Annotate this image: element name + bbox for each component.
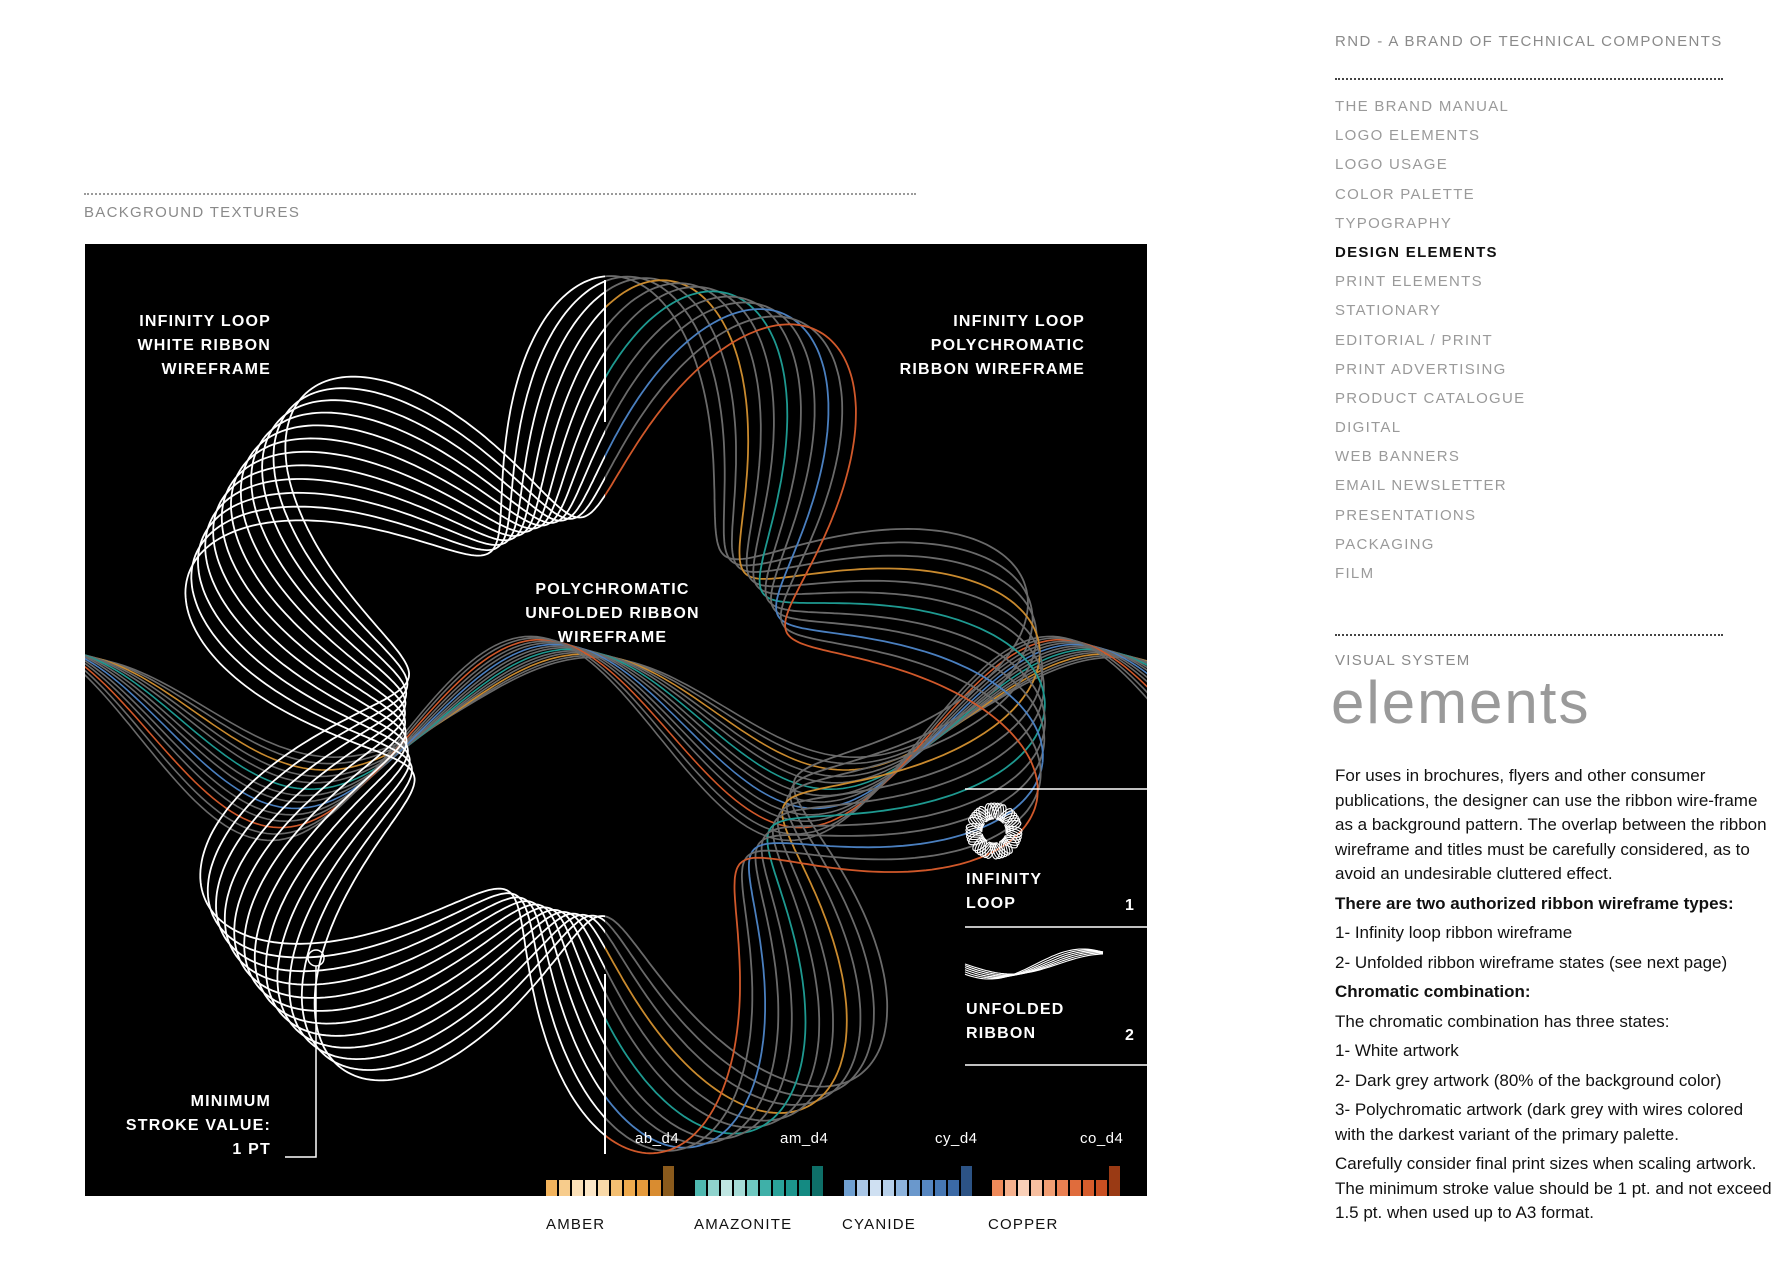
label-white-ribbon: INFINITY LOOP WHITE RIBBON WIREFRAME [137, 313, 271, 378]
white-loop-wires [185, 276, 1045, 1153]
swatch-cyanide [857, 1180, 868, 1196]
chromatic-intro: The chromatic combination has three states: [1335, 1011, 1670, 1031]
nav-item-brand-manual[interactable]: THE BRAND MANUAL [1335, 98, 1510, 115]
swatch-copper [1109, 1166, 1120, 1196]
swatch-copper [1044, 1180, 1055, 1196]
type-1: 1- Infinity loop ribbon wireframe [1335, 923, 1573, 942]
swatch-cyanide [870, 1180, 881, 1196]
swatch-amber [611, 1180, 622, 1196]
nav-item-film[interactable]: FILM [1335, 565, 1375, 582]
type-2: 2- Unfolded ribbon wireframe states (see next page) [1335, 952, 1728, 972]
nav-item-product-catalogue[interactable]: PRODUCT CATALOGUE [1335, 389, 1526, 407]
swatch-code-amber: ab_d4 [635, 1130, 680, 1147]
swatch-amazonite [708, 1180, 719, 1196]
swatch-cyanide [922, 1180, 933, 1196]
swatch-amazonite [721, 1180, 732, 1196]
palette-name-amber: AMBER [546, 1216, 606, 1233]
swatch-amazonite [786, 1180, 797, 1196]
swatch-code-cyanide: cy_d4 [935, 1130, 978, 1147]
label-unfolded-ribbon: POLYCHROMATIC UNFOLDED RIBBON WIREFRAME [525, 581, 700, 646]
swatch-code-amazonite: am_d4 [780, 1130, 829, 1147]
label-polychromatic-ribbon: INFINITY LOOP POLYCHROMATIC RIBBON WIREFRAME [899, 313, 1085, 378]
swatch-amazonite [812, 1166, 823, 1196]
swatch-copper [1096, 1180, 1107, 1196]
white-loop-wire [234, 297, 1045, 1140]
swatch-amazonite [747, 1180, 758, 1196]
legend-number-2: 2 [1125, 1027, 1136, 1044]
swatch-cyanide [909, 1180, 920, 1196]
swatch-cyanide [961, 1166, 972, 1196]
section-divider [84, 193, 916, 195]
page-title: elements [1331, 669, 1591, 736]
swatch-amazonite [773, 1180, 784, 1196]
nav-item-web-banners[interactable]: WEB BANNERS [1335, 448, 1461, 466]
poly-loop-wire [213, 283, 1042, 1120]
swatch-amazonite [734, 1180, 745, 1196]
nav-item-logo-elements[interactable]: LOGO ELEMENTS [1335, 127, 1481, 145]
swatch-amazonite [760, 1180, 771, 1196]
intro-paragraph: For uses in brochures, flyers and other consumer publications, the designer can use the ribbon wire-frame as a background pattern. The overlap between the ribbon wireframe and titles must be carefully considered, as to avoid an undesirable cluttered effect. [1335, 766, 1767, 883]
nav-item-email-newsletter[interactable]: EMAIL NEWSLETTER [1335, 477, 1507, 495]
nav-item-digital[interactable]: DIGITAL [1335, 419, 1402, 437]
swatch-copper [1070, 1180, 1081, 1196]
section-label: BACKGROUND TEXTURES [84, 204, 301, 221]
swatch-amazonite [695, 1180, 706, 1196]
nav-item-color-palette[interactable]: COLOR PALETTE [1335, 185, 1475, 203]
ribbon-wireframe-artwork [85, 244, 1147, 1196]
nav-item-design-elements[interactable]: DESIGN ELEMENTS [1335, 243, 1498, 261]
white-loop-wire [222, 287, 1044, 1128]
types-heading: There are two authorized ribbon wireframe types: [1335, 893, 1734, 913]
nav-divider-bottom [1335, 634, 1723, 636]
color-swatches [546, 1166, 1120, 1196]
swatch-copper [1005, 1180, 1016, 1196]
white-loop-wire [231, 291, 1045, 1133]
swatch-copper [1083, 1180, 1094, 1196]
swatch-copper [992, 1180, 1003, 1196]
body-text [1335, 764, 1775, 1231]
manual-navigation [1335, 92, 1525, 588]
swatch-cyanide [844, 1180, 855, 1196]
swatch-amber [663, 1166, 674, 1196]
swatch-amber [624, 1180, 635, 1196]
legend-unfolded-ribbon-label: UNFOLDED RIBBON [966, 1001, 1065, 1042]
nav-item-packaging[interactable]: PACKAGING [1335, 535, 1435, 553]
visual-system-label: VISUAL SYSTEM [1335, 652, 1471, 669]
swatch-code-copper: co_d4 [1080, 1130, 1124, 1147]
swatch-amber [637, 1180, 648, 1196]
swatch-cyanide [948, 1180, 959, 1196]
swatch-cyanide [883, 1180, 894, 1196]
ribbon-wireframe-panel [85, 244, 1147, 1196]
swatch-amber [585, 1180, 596, 1196]
legend-number-1: 1 [1125, 897, 1136, 914]
chromatic-heading: Chromatic combination: [1335, 982, 1531, 1001]
nav-item-print-advertising[interactable]: PRINT ADVERTISING [1335, 360, 1507, 378]
polychromatic-loop-wires [185, 276, 1045, 1153]
swatch-amber [598, 1180, 609, 1196]
brand-title: RND - A BRAND OF TECHNICAL COMPONENTS [1335, 33, 1723, 50]
legend-infinity-loop-label: INFINITY LOOP [966, 871, 1043, 912]
poly-loop-wire [234, 297, 1045, 1140]
palette-name-copper: COPPER [988, 1216, 1059, 1233]
palette-name-amazonite: AMAZONITE [694, 1216, 793, 1233]
nav-item-print-elements[interactable]: PRINT ELEMENTS [1335, 273, 1483, 291]
swatch-amazonite [799, 1180, 810, 1196]
swatch-amber [572, 1180, 583, 1196]
print-size-note: Carefully consider final print sizes when scaling artwork. The minimum stroke value should be 1 pt. and not exceed 1.5 pt. when used up to A3 format. [1335, 1154, 1772, 1222]
swatch-amber [650, 1180, 661, 1196]
swatch-amber [546, 1180, 557, 1196]
nav-item-logo-usage[interactable]: LOGO USAGE [1335, 156, 1449, 174]
infinity-loop-icon [966, 803, 1022, 859]
nav-item-stationary[interactable]: STATIONARY [1335, 302, 1442, 320]
white-loop-wire [205, 280, 1043, 1113]
state-1: 1- White artwork [1335, 1041, 1459, 1060]
label-minimum-stroke: MINIMUM STROKE VALUE: 1 PT [125, 1093, 271, 1158]
swatch-copper [1057, 1180, 1068, 1196]
swatch-copper [1031, 1180, 1042, 1196]
state-2: 2- Dark grey artwork (80% of the background color) [1335, 1070, 1722, 1090]
state-3: 3- Polychromatic artwork (dark grey with wires colored with the darkest variant of the primary palette. [1335, 1100, 1744, 1144]
swatch-cyanide [896, 1180, 907, 1196]
unfolded-ribbon-icon [965, 949, 1103, 979]
white-loop-wire [213, 283, 1042, 1120]
nav-divider-top [1335, 78, 1723, 80]
nav-item-typography[interactable]: TYPOGRAPHY [1335, 214, 1453, 232]
nav-item-presentations[interactable]: PRESENTATIONS [1335, 506, 1477, 524]
unfolded-wire [85, 649, 1147, 789]
poly-loop-wire [200, 324, 1037, 1153]
poly-loop-wire [222, 287, 1044, 1128]
swatch-copper [1018, 1180, 1029, 1196]
palette-name-cyanide: CYANIDE [842, 1216, 916, 1233]
white-loop-wire [200, 324, 1037, 1153]
nav-item-editorial-print[interactable]: EDITORIAL / PRINT [1335, 331, 1493, 349]
swatch-amber [559, 1180, 570, 1196]
swatch-cyanide [935, 1180, 946, 1196]
